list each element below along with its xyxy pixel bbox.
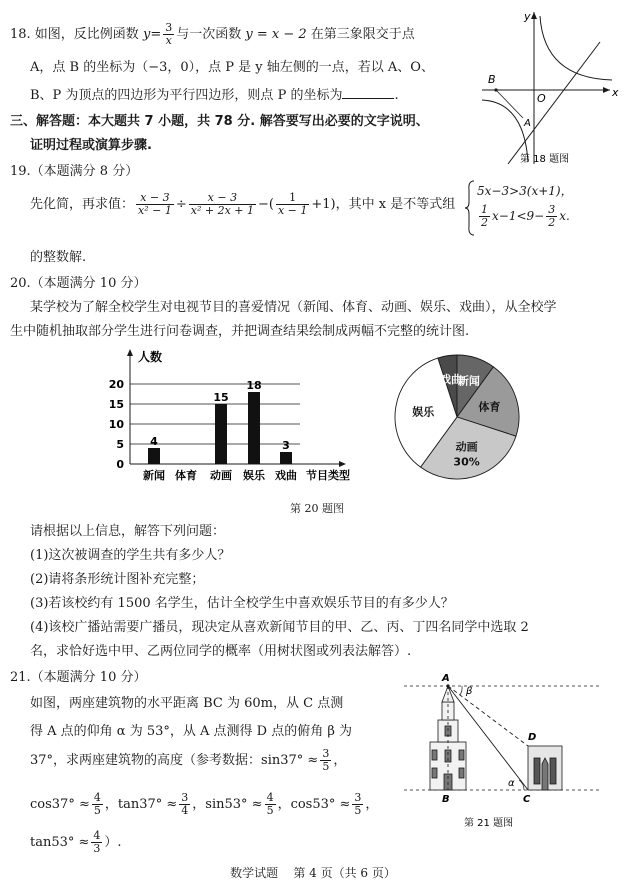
- bar-x-label: 节目类型: [306, 469, 350, 482]
- q18-line-2: A，点 B 的坐标为（−3，0），点 P 是 y 轴左侧的一点，若以 A、O、: [30, 60, 434, 75]
- fig21-alpha-label: α: [508, 778, 515, 789]
- bar-戏曲: [280, 452, 292, 464]
- bar-y-label: 人数: [138, 350, 163, 364]
- bar-动画: [215, 404, 227, 464]
- fig21-beta-label: β: [466, 686, 473, 697]
- fig18-y-label: y: [524, 10, 531, 23]
- bar-value-label: 3: [282, 439, 290, 452]
- fig18-A-label: A: [524, 118, 531, 129]
- bar-value-label: 18: [246, 379, 262, 392]
- page-footer: 数学试题 第 4 页（共 6 页）: [230, 866, 396, 880]
- bar-category-label: 动画: [210, 469, 232, 482]
- pie-slice-label: 体育: [478, 400, 501, 414]
- fig21-B-label: B: [442, 794, 450, 805]
- pie-slice-label: 新闻: [457, 374, 480, 388]
- bar-新闻: [148, 448, 160, 464]
- bar-y-tick-label: 5: [116, 438, 124, 451]
- q20-sub-1: (1)这次被调查的学生共有多少人？: [30, 548, 231, 563]
- bar-category-label: 体育: [175, 469, 197, 482]
- fig21-A-label: A: [442, 673, 450, 684]
- q20-paragraph-2: 生中随机抽取部分学生进行问卷调查，并把调查结果绘制成两幅不完整的统计图.: [10, 324, 470, 339]
- q21-figure: [400, 672, 606, 834]
- hyperbola-q1: [540, 16, 612, 80]
- fig18-caption: 第 18 题图: [520, 154, 570, 165]
- q20-sub-4b: 名，求恰好选中甲、乙两位同学的概率（用树状图或列表法解答）.: [30, 644, 412, 659]
- fig21-caption: 第 21 题图: [464, 818, 514, 829]
- q21-line-4: cos37° ≈ $\frac{4}{5}$ ，tan37° ≈ $\frac{3}{4}$ ，sin53° ≈ $\frac{4}{5}$ ，cos53° ≈ $\frac{3}{5}$ ，: [30, 791, 379, 817]
- system-brace: [465, 180, 475, 236]
- hyperbola-q3: [482, 100, 528, 162]
- q19-heading: 19.（本题满分 8 分）: [10, 164, 139, 179]
- q20-figure-caption: 第 20 题图: [290, 502, 344, 515]
- tower-building: [430, 686, 466, 790]
- q20-heading: 20.（本题满分 10 分）: [10, 276, 147, 291]
- q21-heading: 21.（本题满分 10 分）: [10, 670, 147, 685]
- q20-sub-2: (2)请将条形统计图补充完整；: [30, 572, 205, 587]
- bar-y-tick-label: 20: [108, 378, 124, 391]
- q21-line-2: 得 A 点的仰角 α 为 53°，从 A 点测得 D 点的俯角 β 为: [30, 724, 352, 739]
- q19-expression: 先化简，再求值： $\frac{x - 3}{\text{x² − 1}}$ ÷ $\frac{x - 3}{\text{x² + 2x + 1}}$ −( $\frac{1}{x - 1}$ +1)，其中 x 是不等式组: [30, 191, 456, 217]
- church-building: [528, 746, 562, 790]
- q20-sub-3: (3)若该校约有 1500 名学生，估计全校学生中喜欢娱乐节目的有多少人？: [30, 596, 454, 611]
- pie-slice-label: 娱乐: [412, 405, 435, 419]
- q21-line-1: 如图，两座建筑物的水平距离 BC 为 60m，从 C 点测: [30, 696, 344, 711]
- section3-line-2: 证明过程或演算步骤.: [30, 138, 152, 153]
- bar-value-label: 15: [213, 391, 229, 404]
- pie-chart: [392, 352, 522, 482]
- q20-intro: 请根据以上信息，解答下列问题：: [30, 524, 226, 539]
- bar-category-label: 新闻: [143, 469, 165, 482]
- bar-娱乐: [248, 392, 260, 464]
- section3-line-1: 三、解答题：本大题共 7 小题，共 78 分. 解答要写出必要的文字说明、: [10, 114, 429, 129]
- fig21-C-label: C: [523, 794, 531, 805]
- bar-y-tick-label: 10: [108, 418, 124, 431]
- q21-line-3: 37°，求两座建筑物的高度（参考数据：sin37° ≈ $\frac{3}{5}$ ，: [30, 747, 347, 773]
- q21-line-5: tan53° ≈ $\frac{4}{3}$ ）.: [30, 829, 122, 855]
- fig18-B-label: B: [488, 73, 496, 86]
- inequality-2: $\frac{1}{2}$ x−1<9− $\frac{3}{2}$ x.: [481, 203, 570, 229]
- pie-slice-label: 动画: [455, 440, 478, 454]
- pie-percent-annotation: 30%: [453, 455, 480, 469]
- fig18-O-label: O: [537, 92, 546, 105]
- fig21-D-label: D: [528, 732, 537, 743]
- q18-line-1: 18. 如图，反比例函数 y= $\frac{3}{x}$ 与一次函数 y = x − 2 在第三象限交于点: [10, 21, 415, 47]
- bar-category-label: 戏曲: [275, 469, 297, 482]
- q19-tail: 的整数解.: [30, 250, 87, 265]
- q20-paragraph-1: 某学校为了解全校学生对电视节目的喜爱情况（新闻、体育、动画、娱乐、戏曲），从全校学: [30, 300, 557, 315]
- bar-y-tick-label: 0: [116, 458, 124, 471]
- bar-chart: [100, 346, 370, 492]
- q18-line-3: B、P 为顶点的四边形为平行四边形，则点 P 的坐标为 .: [30, 88, 399, 103]
- pie-slice-label: 戏曲: [440, 373, 462, 386]
- bar-y-tick-label: 15: [108, 398, 124, 411]
- line-y-x-2: [508, 42, 600, 164]
- bar-category-label: 娱乐: [243, 469, 265, 482]
- q18-figure: [472, 4, 622, 166]
- bar-value-label: 4: [150, 435, 158, 448]
- answer-blank: [342, 86, 394, 99]
- q20-sub-4a: (4)该校广播站需要广播员，现决定从喜欢新闻节目的甲、乙、丙、丁四名同学中选取 2: [30, 620, 529, 635]
- inequality-1: 5x−3>3(x+1)，: [477, 184, 573, 198]
- fig18-x-label: x: [612, 86, 619, 99]
